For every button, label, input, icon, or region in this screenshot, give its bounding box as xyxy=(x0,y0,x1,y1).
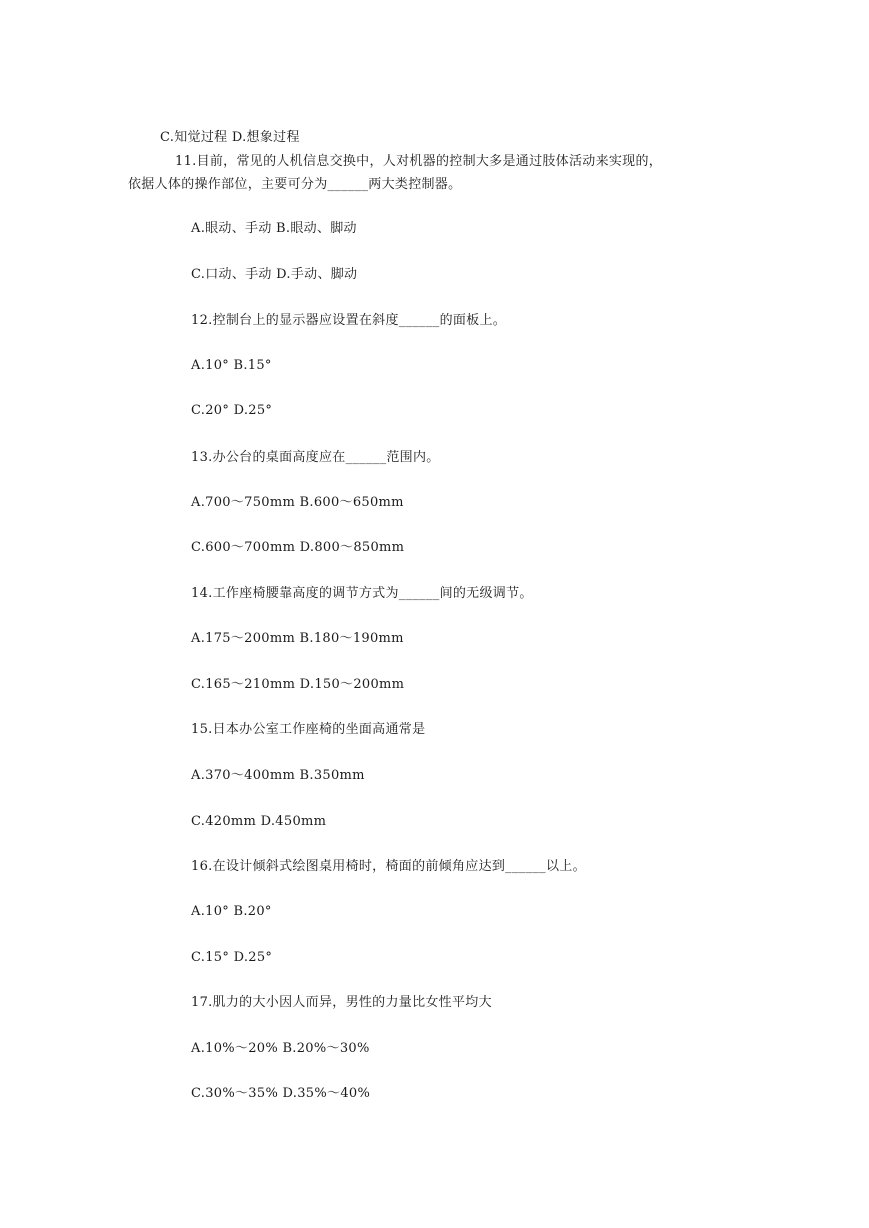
question-13: 13.办公台的桌面高度应在______范围内。 xyxy=(191,450,440,465)
option-line-q16-ab: A.10° B.20° xyxy=(191,904,272,919)
question-14: 14.工作座椅腰靠高度的调节方式为______间的无级调节。 xyxy=(191,586,533,601)
option-line-q14-ab: A.175～200mm B.180～190mm xyxy=(191,631,404,646)
question-17: 17.肌力的大小因人而异，男性的力量比女性平均大 xyxy=(191,995,492,1010)
option-line-q15-cd: C.420mm D.450mm xyxy=(191,814,327,829)
option-line-q10-cd: C.知觉过程 D.想象过程 xyxy=(160,130,300,145)
option-line-q13-cd: C.600～700mm D.800～850mm xyxy=(191,540,405,555)
option-line-q11-ab: A.眼动、手动 B.眼动、脚动 xyxy=(191,221,357,236)
question-11-line-1: 11.目前，常见的人机信息交换中，人对机器的控制大多是通过肢体活动来实现的， xyxy=(175,154,663,169)
option-line-q14-cd: C.165～210mm D.150～200mm xyxy=(191,677,405,692)
question-15: 15.日本办公室工作座椅的坐面高通常是 xyxy=(191,722,426,737)
option-line-q15-ab: A.370～400mm B.350mm xyxy=(191,768,365,783)
option-line-q16-cd: C.15° D.25° xyxy=(191,950,273,965)
question-16: 16.在设计倾斜式绘图桌用椅时，椅面的前倾角应达到______以上。 xyxy=(191,859,586,874)
option-line-q13-ab: A.700～750mm B.600～650mm xyxy=(191,495,404,510)
option-line-q12-cd: C.20° D.25° xyxy=(191,403,273,418)
option-line-q17-ab: A.10%～20% B.20%～30% xyxy=(191,1041,370,1056)
option-line-q17-cd: C.30%～35% D.35%～40% xyxy=(191,1086,371,1101)
option-line-q12-ab: A.10° B.15° xyxy=(191,358,272,373)
option-line-q11-cd: C.口动、手动 D.手动、脚动 xyxy=(191,267,358,282)
question-12: 12.控制台上的显示器应设置在斜度______的面板上。 xyxy=(191,313,507,328)
question-11-line-2: 依据人体的操作部位，主要可分为______两大类控制器。 xyxy=(128,177,462,192)
